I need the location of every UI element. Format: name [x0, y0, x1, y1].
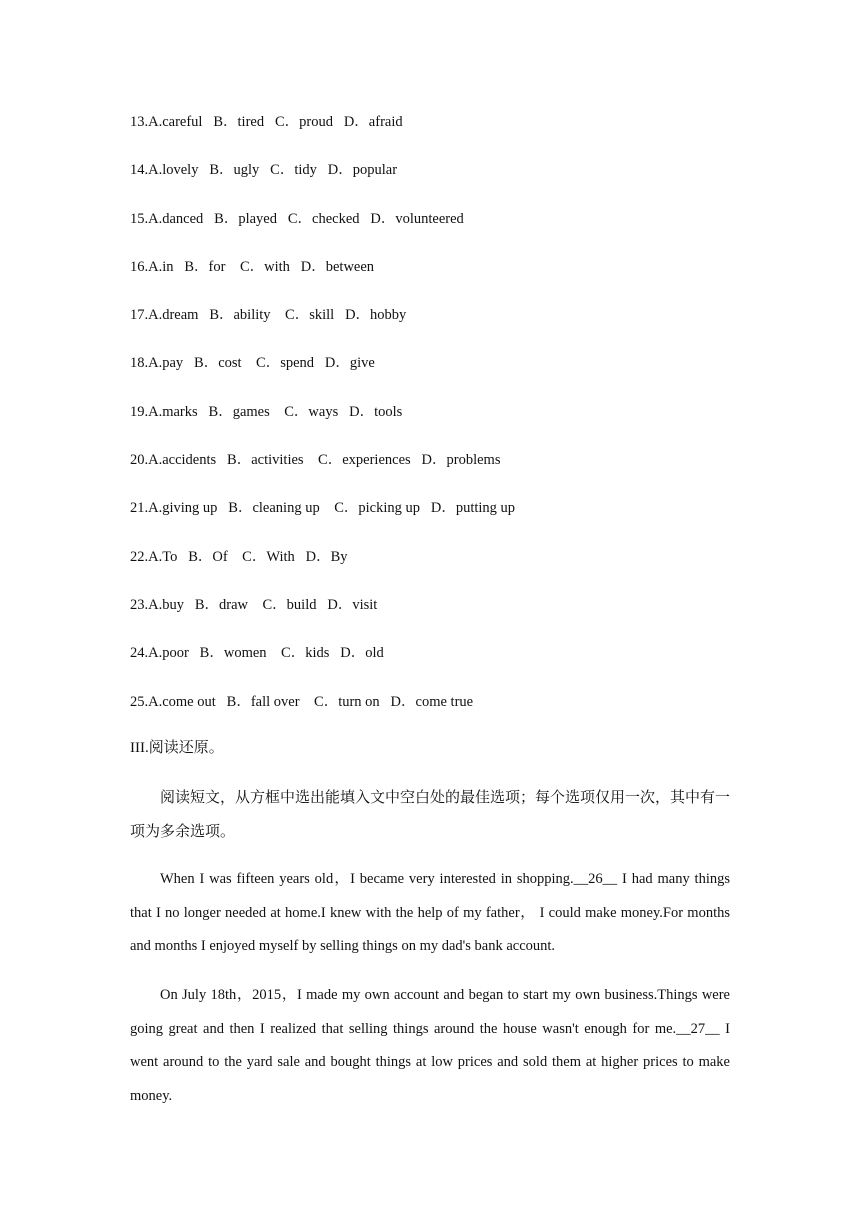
section-instructions: 阅读短文，从方框中选出能填入文中空白处的最佳选项；每个选项仅用一次，其中有一项为多余选项。 — [130, 790, 731, 840]
choice-row-16: 16.A.in B．for C．with D．between — [130, 258, 375, 275]
choice-row-18: 18.A.pay B．cost C．spend D．give — [130, 355, 375, 372]
answer-choices-list — [130, 108, 730, 736]
passage-paragraph-1: When I was fifteen years old，I became very interested in shopping.__26__ I had many things that I no longer needed at home.I knew with the help of my father， I could make money.For months and months I enjoyed myself by selling things on my dad's bank account. — [130, 871, 730, 955]
passage-paragraph-2: On July 18th，2015，I made my own account and began to start my own business.Things were going great and then I realized that selling things around the house wasn't enough for me.__27__ I went around to the yard sale and bought things at low prices and sold them at higher prices to make money. — [130, 987, 730, 1104]
choice-row-24: 24.A.poor B．women C．kids D．old — [130, 645, 384, 662]
choice-row-21: 21.A.giving up B．cleaning up C．picking up D．putting up — [130, 500, 516, 517]
choice-row-17: 17.A.dream B．ability C．skill D．hobby — [130, 307, 407, 324]
choice-row-20: 20.A.accidents B．activities C．experiences D．problems — [130, 452, 501, 469]
choice-row-19: 19.A.marks B．games C．ways D．tools — [130, 403, 403, 420]
choice-row-23: 23.A.buy B．draw C．build D．visit — [130, 596, 378, 613]
section-heading: III.阅读还原。 — [130, 740, 224, 756]
choice-row-13: 13.A.careful B．tired C．proud D．afraid — [130, 114, 403, 130]
choice-row-14: 14.A.lovely B．ugly C．tidy D．popular — [130, 162, 398, 179]
choice-row-15: 15.A.danced B．played C．checked D．volunteered — [130, 210, 464, 227]
choice-row-22: 22.A.To B．Of C．With D．By — [130, 548, 348, 565]
choice-row-25: 25.A.come out B．fall over C．turn on D．come true — [130, 693, 474, 710]
